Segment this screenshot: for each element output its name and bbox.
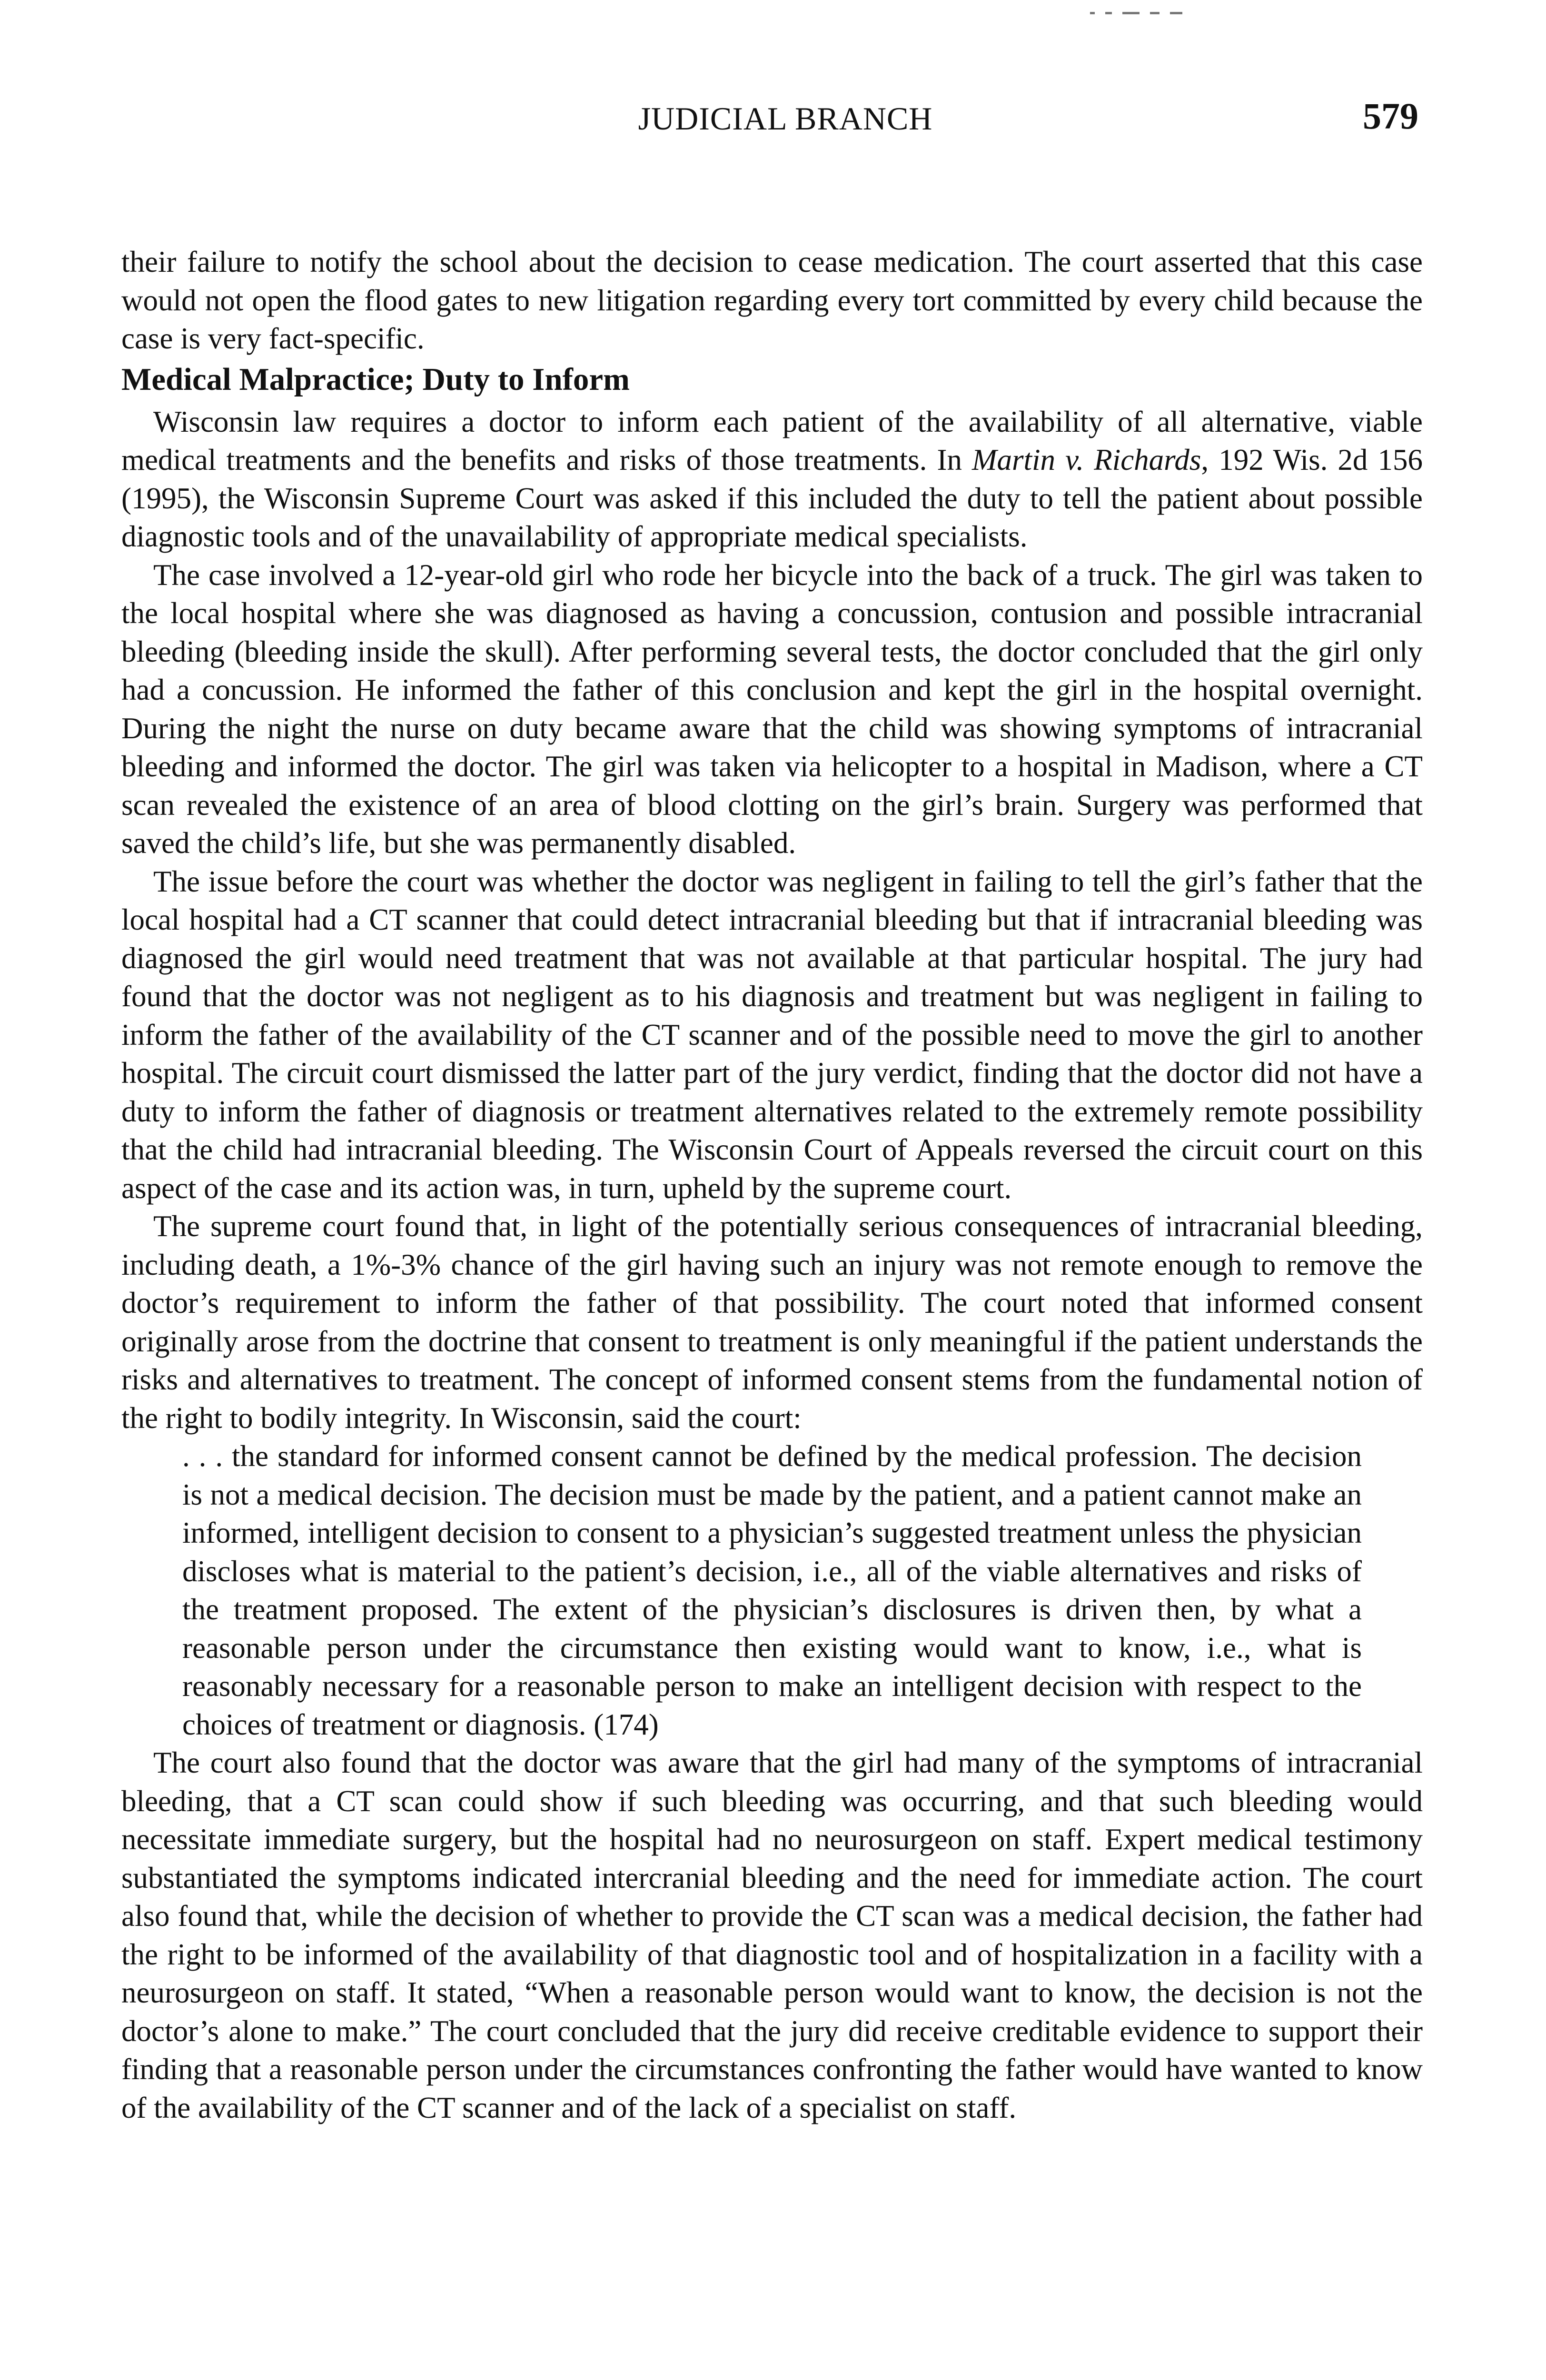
paragraph-5: The court also found that the doctor was aware that the girl had many of the symptoms of intracranial bleeding, that a CT scan could show if such bleeding was occurring, and that such bleeding would necessitate immediate surgery, but the hospital had no neurosurgeon on staff. Expert medical testimony substantiated the symptoms indicated intercranial bleeding and the need for immediate action. The court also found that, while the decision of whether to provide the CT scan was a medical decision, the father had the right to be informed of the availability of that diagnostic tool and of hospitalization in a facility with a neurosurgeon on staff. It stated, “When a reasonable person would want to know, the decision is not the doctor’s alone to make.” The court concluded that the jury did receive creditable evidence to support their finding that a reasonable person under the circumstances confronting the father would have wanted to know of the availability of the CT scanner and of the lack of a specialist on staff. xyxy=(121,1746,1423,2124)
scan-artifact-marks xyxy=(1090,9,1242,18)
paragraph-3: The issue before the court was whether the doctor was negligent in failing to tell the girl’s father that the local hospital had a CT scanner that could detect intracranial bleeding but that if intracranial bleeding was diagnosed the girl would need treatment that was not available at that particular hospital. The jury had found that the doctor was not negligent as to his diagnosis and treatment but was negligent in failing to inform the father of the availability of the CT scanner and of the possible need to move the girl to another hospital. The circuit court dismissed the latter part of the jury verdict, finding that the doctor did not have a duty to inform the father of diagnosis or treatment alternatives related to the extremely remote possibility that the child had intracranial bleeding. The Wisconsin Court of Appeals reversed the circuit court on this aspect of the case and its action was, in turn, upheld by the supreme court. xyxy=(121,864,1423,1205)
block-quote: . . . the standard for informed consent cannot be defined by the medical profession. The decision is not a medical decision. The decision must be made by the patient, and a patient cannot make an informed, intelligent decision to consent to a physician’s suggested treatment unless the physician discloses what is material to the patient’s decision, i.e., all of the viable alternatives and risks of the treatment proposed. The extent of the physician’s disclosures is driven then, by what a reasonable person under the circumstance then existing would want to know, i.e., what is reasonably necessary for a reasonable person to make an intelligent decision with respect to the choices of treatment or diagnosis. (174) xyxy=(182,1439,1362,1741)
paragraph-2: The case involved a 12-year-old girl who rode her bicycle into the back of a truck. The girl was taken to the local hospital where she was diagnosed as having a concussion, contusion and possible intracranial bleeding (bleeding inside the skull). After performing several tests, the doctor concluded that the girl only had a concussion. He informed the father of this conclusion and kept the girl in the hospital overnight. During the night the nurse on duty became aware that the child was showing symptoms of intracranial bleeding and informed the doctor. The girl was taken via helicopter to a hospital in Madison, where a CT scan revealed the existence of an area of blood clotting on the girl’s brain. Surgery was performed that saved the child’s life, but she was permanently disabled. xyxy=(121,558,1423,860)
intro-paragraph: their failure to notify the school about the decision to cease medication. The court asserted that this case would not open the flood gates to new litigation regarding every tort committed by every child because the case is very fact-specific. xyxy=(121,245,1423,355)
paragraph-4: The supreme court found that, in light of the potentially serious consequences of intracranial bleeding, including death, a 1%-3% chance of the girl having such an injury was not remote enough to remove the doctor’s requirement to inform the father of that possibility. The court noted that informed consent originally arose from the doctrine that consent to treatment is only meaningful if the patient understands the risks and alternatives to treatment. The concept of informed consent stems from the fundamental notion of the right to bodily integrity. In Wisconsin, said the court: xyxy=(121,1210,1423,1435)
paragraph-1-text-a: Wisconsin law requires a doctor to inform each patient of the availability of all alternative, viable medical treatments and the benefits and risks of those treatments. In xyxy=(121,405,1423,476)
paragraph-1 xyxy=(121,403,1423,556)
running-head: JUDICIAL BRANCH xyxy=(638,100,933,137)
page-body xyxy=(121,243,1423,2127)
case-citation: Martin v. Richards xyxy=(972,443,1201,476)
page-number: 579 xyxy=(1363,95,1418,137)
paragraph-1-text-b: , 192 Wis. 2d 156 (1995), the Wisconsin Supreme Court was asked if this included the duty to tell the patient about possible diagnostic tools and of the unavailability of appropriate medical specialists. xyxy=(121,443,1423,553)
section-heading: Medical Malpractice; Duty to Inform xyxy=(121,361,630,397)
